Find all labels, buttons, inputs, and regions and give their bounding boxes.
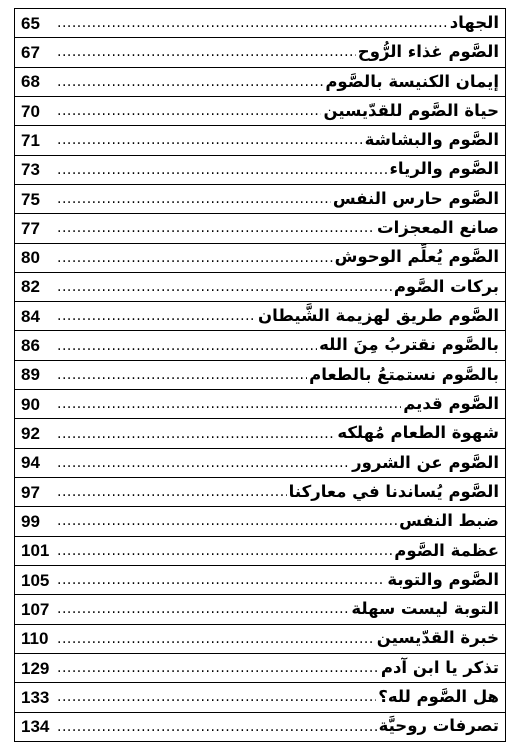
toc-entry-title: بالصَّوم نستمتعُ بالطعام [309,364,499,384]
toc-page-number: 73 [21,160,40,180]
toc-dot-leader [57,133,363,147]
toc-row [15,273,505,302]
toc-page-number: 99 [21,511,40,531]
toc-page-number: 71 [21,130,40,150]
toc-row [15,390,505,419]
toc-entry-title: شهوة الطعام مُهلكه [337,423,499,443]
toc-row [15,419,505,448]
toc-row [15,126,505,155]
toc-page-number: 80 [21,248,40,268]
toc-dot-leader [57,544,392,558]
toc-page-number: 134 [21,717,50,737]
toc-entry-title: التوبة ليست سهلة [351,599,499,619]
toc-page-number: 105 [21,570,50,590]
toc-page-number: 107 [21,599,50,619]
toc-row [15,595,505,624]
toc-dot-leader [57,427,335,441]
toc-dot-leader [57,251,333,265]
toc-dot-leader [57,602,349,616]
toc-dot-leader [57,309,256,323]
toc-page-number: 90 [21,394,40,414]
toc-entry-title: الجهاد [449,12,499,32]
toc-page-number: 94 [21,453,40,473]
toc-entry-title: الصَّوم غذاء الرُّوح [357,42,499,62]
toc-entry-title: بركات الصَّوم [393,276,499,296]
toc-entry-title: عظمة الصَّوم [394,540,499,560]
toc-page-number: 75 [21,189,40,209]
toc-dot-leader [57,45,356,59]
toc-row [15,683,505,712]
toc-page-number: 92 [21,424,40,444]
toc-page-number: 86 [21,336,40,356]
toc-dot-leader [57,16,448,30]
toc-entry-title: الصَّوم والتوبة [387,569,499,589]
toc-row [15,244,505,273]
toc-page-number: 77 [21,218,40,238]
toc-entry-title: بالصَّوم نقتربُ مِنَ الله [319,335,499,355]
toc-entry-title: تصرفات روحيَّة [378,716,499,736]
toc-entry-title: إيمان الكنيسة بالصَّوم [325,71,499,91]
toc-entry-title: الصَّوم يُساندنا في معاركنا [288,481,499,501]
toc-entry-title: الصَّوم والبشاشة [364,130,499,150]
toc-page-number: 97 [21,482,40,502]
toc-page-number: 82 [21,277,40,297]
toc-dot-leader [57,339,317,353]
toc-entry-title: ضبط النفس [399,511,499,531]
toc-row [15,331,505,360]
toc-entry-title: هل الصَّوم لله؟ [378,687,499,707]
toc-row [15,156,505,185]
toc-page-number: 101 [21,541,50,561]
toc-entry-title: الصَّوم قديم [403,393,499,413]
toc-dot-leader [57,456,350,470]
toc-dot-leader [57,280,392,294]
toc-dot-leader [57,368,307,382]
toc-dot-leader [57,514,397,528]
toc-row [15,713,505,741]
toc-page-number: 133 [21,687,50,707]
toc-row [15,625,505,654]
toc-dot-leader [57,573,385,587]
toc-dot-leader [57,690,376,704]
toc-page-number: 129 [21,658,50,678]
toc-row [15,302,505,331]
toc-row [15,566,505,595]
toc-row [15,537,505,566]
toc-row [15,478,505,507]
toc-row [15,68,505,97]
toc-entry-title: الصَّوم عن الشرور [352,452,499,472]
toc-page-number: 89 [21,365,40,385]
toc-dot-leader [57,75,323,89]
toc-page-number: 68 [21,72,40,92]
toc-row [15,654,505,683]
toc-page-number: 110 [21,629,49,649]
toc-row [15,9,505,38]
toc-entry-title: الصَّوم طريق لهزيمة الشَّيطان [258,306,499,326]
toc-row [15,38,505,67]
toc-dot-leader [57,104,321,118]
toc-row [15,449,505,478]
toc-row [15,214,505,243]
toc-row [15,185,505,214]
toc-entry-title: تذكر يا ابن آدم [380,657,499,677]
toc-entry-title: الصَّوم والرياء [389,159,499,179]
toc-dot-leader [57,632,375,646]
toc-dot-leader [57,397,401,411]
table-of-contents [14,8,506,742]
toc-dot-leader [57,163,388,177]
toc-entry-title: الصَّوم يُعلِّم الوحوش [334,247,499,267]
toc-row [15,361,505,390]
toc-page-number: 67 [21,42,40,62]
toc-page-number: 65 [21,13,40,33]
toc-entry-title: صانع المعجزات [377,218,499,238]
toc-entry-title: خبرة القدّيسين [376,628,499,648]
toc-entry-title: الصَّوم حارس النفس [332,188,499,208]
toc-dot-leader [57,661,379,675]
toc-dot-leader [57,192,331,206]
toc-row [15,97,505,126]
toc-dot-leader [57,221,375,235]
toc-page-number: 70 [21,101,40,121]
toc-dot-leader [57,720,377,734]
toc-entry-title: حياة الصَّوم للقدّيسين [323,100,499,120]
toc-dot-leader [57,485,287,499]
toc-page-number: 84 [21,306,40,326]
toc-row [15,507,505,536]
